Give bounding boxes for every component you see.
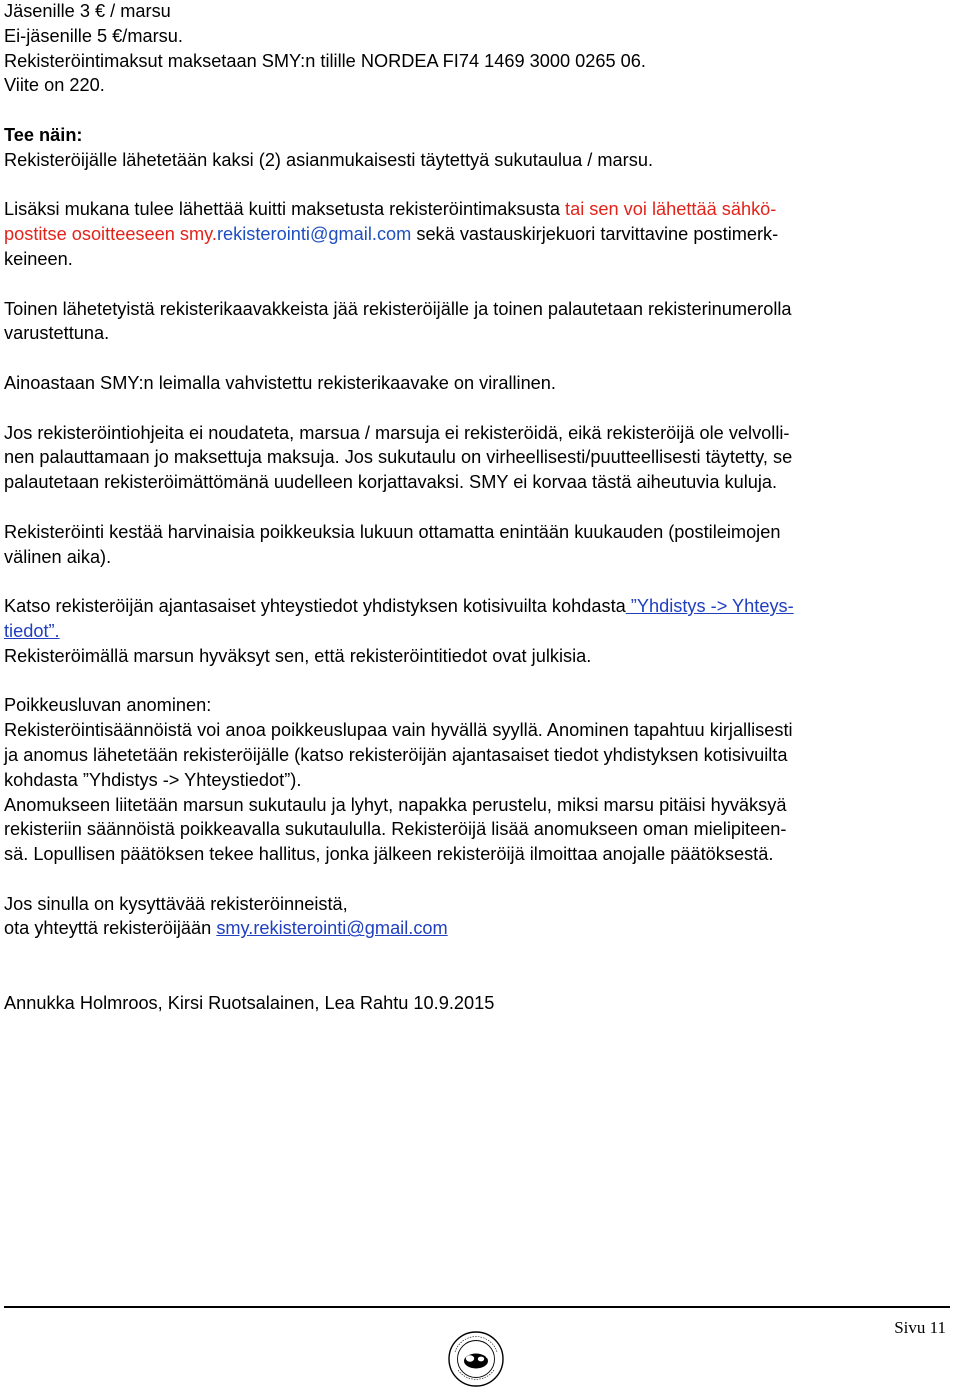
- fee-non-members: Ei-jäsenille 5 €/marsu.: [4, 25, 183, 46]
- rules-paragraph: [4, 421, 949, 495]
- exception-p2-line-1: Anomukseen liitetään marsun sukutaulu ja lyhyt, napakka perustelu, miksi marsu pitäisi hyväksyä: [4, 794, 787, 815]
- receipt-end: keineen.: [4, 248, 73, 269]
- receipt-paragraph: [4, 197, 949, 271]
- receipt-email-prefix: postitse osoitteeseen smy.: [4, 224, 217, 245]
- contacts-text: Katso rekisteröijän ajantasaiset yhteystiedot yhdistyksen kotisivuilta kohdasta: [4, 596, 626, 617]
- fee-members: Jäsenille 3 € / marsu: [4, 1, 171, 21]
- receipt-email-middle: rekisterointi@gmail.: [216, 224, 377, 245]
- exception-p1-line-2: ja anomus lähetetään rekisteröijälle (katso rekisteröijän ajantasaiset tiedot yhdistyksen kotisivuilta: [4, 744, 788, 765]
- receipt-email-note: tai sen voi lähettää sähkö-: [565, 199, 777, 220]
- exception-p2-line-3: sä. Lopullisen päätöksen tekee hallitus, jonka jälkeen rekisteröijä ilmoittaa anojalle päätöksestä.: [4, 844, 774, 865]
- returned-line-1: Toinen lähetetyistä rekisterikaavakkeista jää rekisteröijälle ja toinen palautetaan rekisterinumerolla: [4, 298, 792, 319]
- exception-paragraph-2: [4, 793, 949, 867]
- signature: Annukka Holmroos, Kirsi Ruotsalainen, Lea Rahtu 10.9.2015: [4, 992, 495, 1013]
- payment-account: Rekisteröintimaksut maksetaan SMY:n tilille NORDEA FI74 1469 3000 0265 06.: [4, 50, 646, 71]
- returned-line-2: varustettuna.: [4, 323, 110, 344]
- contacts-link-continued[interactable]: tiedot”.: [4, 620, 60, 641]
- rules-line-2: nen palauttamaan jo maksettuja maksuja. Jos sukutaulu on virheellisesti/puutteellisesti täytetty, se: [4, 447, 793, 468]
- returned-paragraph: [4, 297, 949, 347]
- footer-divider: [4, 1306, 950, 1308]
- association-seal-icon: [447, 1330, 505, 1388]
- questions-line-2: ota yhteyttä rekisteröijään: [4, 918, 217, 939]
- page-number: Sivu 11: [894, 1318, 946, 1337]
- rules-line-3: palautetaan rekisteröimättömänä uudelleen korjattavaksi. SMY ei korvaa tästä aiheutuvia kuluja.: [4, 472, 778, 493]
- receipt-envelope: sekä vastauskirjekuori tarvittavine postimerk-: [411, 224, 779, 245]
- questions-line-1: Jos sinulla on kysyttävää rekisteröinneistä,: [4, 893, 348, 914]
- exception-p1-line-1: Rekisteröintisäännöistä voi anoa poikkeuslupaa vain hyvällä syyllä. Anominen tapahtuu kirjallisesti: [4, 720, 793, 741]
- duration-line-2: välinen aika).: [4, 546, 112, 567]
- exception-p2-line-2: rekisteriin säännöistä poikkeavalla sukutaululla. Rekisteröijä lisää anomukseen oman mielipiteen-: [4, 819, 787, 840]
- exception-heading: Poikkeusluvan anominen:: [4, 695, 212, 716]
- official-form-note: Ainoastaan SMY:n leimalla vahvistettu rekisterikaavake on virallinen.: [4, 372, 556, 393]
- contacts-paragraph: [4, 594, 949, 644]
- receipt-text: Lisäksi mukana tulee lähettää kuitti maksetusta rekisteröintimaksusta: [4, 199, 566, 220]
- instructions-heading: Tee näin:: [4, 124, 83, 145]
- public-data-note: Rekisteröimällä marsun hyväksyt sen, että rekisteröintitiedot ovat julkisia.: [4, 645, 592, 666]
- duration-paragraph: [4, 520, 949, 570]
- contacts-link[interactable]: ”Yhdistys -> Yhteys-: [625, 596, 794, 617]
- exception-p1-line-3: kohdasta ”Yhdistys -> Yhteystiedot”).: [4, 769, 302, 790]
- payment-reference: Viite on 220.: [4, 75, 105, 96]
- questions-paragraph: [4, 892, 949, 942]
- rules-line-1: Jos rekisteröintiohjeita ei noudateta, marsua / marsuja ei rekisteröidä, eikä rekisteröijä ole velvolli-: [4, 422, 790, 443]
- receipt-email-suffix: com: [376, 224, 412, 245]
- exception-paragraph-1: [4, 718, 949, 792]
- duration-line-1: Rekisteröinti kestää harvinaisia poikkeuksia lukuun ottamatta enintään kuukauden (postileimojen: [4, 521, 781, 542]
- contact-email-link[interactable]: smy.rekisterointi@gmail.com: [216, 918, 448, 939]
- document-body: [4, 0, 949, 1016]
- instructions-pedigree: Rekisteröijälle lähetetään kaksi (2) asianmukaisesti täytettyä sukutaulua / marsu.: [4, 149, 653, 170]
